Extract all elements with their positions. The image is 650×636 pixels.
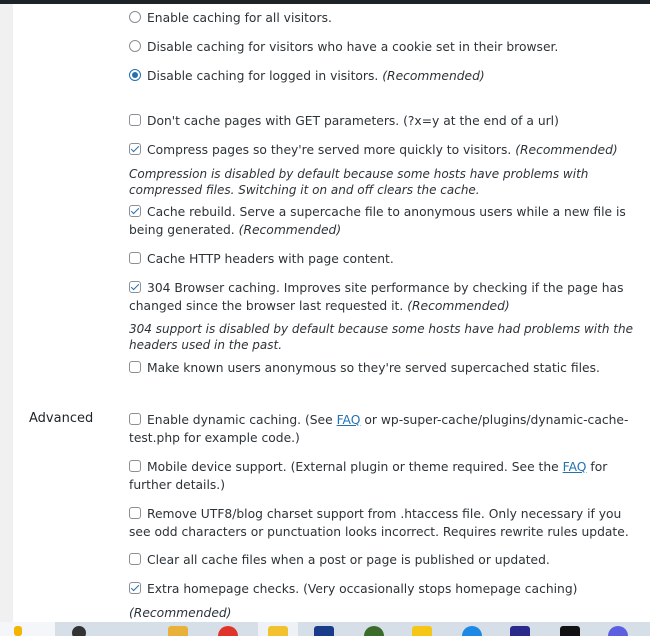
browser-caching-note: 304 support is disabled by default because some hosts have had problems with the headers used in the past.	[129, 322, 633, 352]
checkbox-mobile-support[interactable]: Mobile device support. (External plugin or theme required. See the FAQ for further details.)	[129, 460, 608, 492]
checkbox[interactable]	[129, 460, 141, 472]
advanced-label: Advanced	[29, 411, 94, 426]
app-icon[interactable]	[14, 626, 22, 636]
checkbox-remove-utf8[interactable]: Remove UTF8/blog charset support from .htaccess file. Only necessary if you see odd characters or punctuation looks incorrect. Requires rewrite rules update.	[129, 507, 629, 539]
notes-icon[interactable]	[412, 626, 432, 636]
checkbox-checked[interactable]	[129, 143, 141, 155]
checkbox-get-params[interactable]: Don't cache pages with GET parameters. (?x=y at the end of a url)	[129, 112, 637, 130]
radio-button-selected[interactable]	[129, 69, 141, 81]
checkbox[interactable]	[129, 114, 141, 126]
taskbar-start-area[interactable]	[0, 622, 55, 636]
checkbox-checked[interactable]	[129, 205, 141, 217]
checkbox-cache-headers[interactable]: Cache HTTP headers with page content.	[129, 250, 637, 268]
homepage-checks-recommended: (Recommended)	[129, 606, 232, 620]
checkbox-cache-rebuild[interactable]: Cache rebuild. Serve a supercache file to anonymous users while a new file is being generated. (Recommended)	[129, 205, 626, 237]
checkbox-compress[interactable]: Compress pages so they're served more quickly to visitors. (Recommended)	[129, 141, 637, 159]
checkbox[interactable]	[129, 361, 141, 373]
radio-disable-logged-in[interactable]: Disable caching for logged in visitors. (Recommended)	[129, 67, 637, 85]
radio-button[interactable]	[129, 40, 141, 52]
app-icon[interactable]	[510, 626, 530, 636]
compress-note: Compression is disabled by default because some hosts have problems with compressed files. Switching it on and off clears the cache.	[129, 167, 589, 197]
checkbox-homepage-checks[interactable]: Extra homepage checks. (Very occasionally stops homepage caching)	[129, 580, 637, 598]
app-icon[interactable]	[218, 626, 238, 636]
checkbox-checked[interactable]	[129, 582, 141, 594]
checkbox[interactable]	[129, 252, 141, 264]
radio-button[interactable]	[129, 11, 141, 23]
radio-disable-cookie[interactable]: Disable caching for visitors who have a cookie set in their browser.	[129, 38, 637, 56]
checkbox-dynamic-caching[interactable]: Enable dynamic caching. (See FAQ or wp-super-cache/plugins/dynamic-cache-test.php for example code.)	[129, 413, 629, 445]
checkbox-anonymous-users[interactable]: Make known users anonymous so they're served supercached static files.	[129, 359, 637, 377]
checkbox-clear-on-publish[interactable]: Clear all cache files when a post or page is published or updated.	[129, 551, 637, 569]
checkbox-browser-caching[interactable]: 304 Browser caching. Improves site performance by checking if the page has changed since the browser last requested it. (Recommended)	[129, 281, 624, 313]
app-icon[interactable]	[608, 626, 628, 636]
faq-link[interactable]: FAQ	[562, 460, 587, 474]
radio-enable-all[interactable]: Enable caching for all visitors.	[129, 9, 637, 27]
app-icon[interactable]	[560, 626, 580, 636]
browser-icon[interactable]	[462, 626, 482, 636]
checkbox-checked[interactable]	[129, 281, 141, 293]
os-taskbar	[0, 622, 650, 636]
checkbox[interactable]	[129, 553, 141, 565]
faq-link[interactable]: FAQ	[336, 413, 361, 427]
checkbox[interactable]	[129, 413, 141, 425]
checkbox[interactable]	[129, 507, 141, 519]
app-icon[interactable]	[364, 626, 384, 636]
file-explorer-icon[interactable]	[168, 626, 188, 636]
app-icon[interactable]	[268, 626, 288, 636]
search-icon[interactable]	[72, 626, 86, 636]
app-icon[interactable]	[314, 626, 334, 636]
